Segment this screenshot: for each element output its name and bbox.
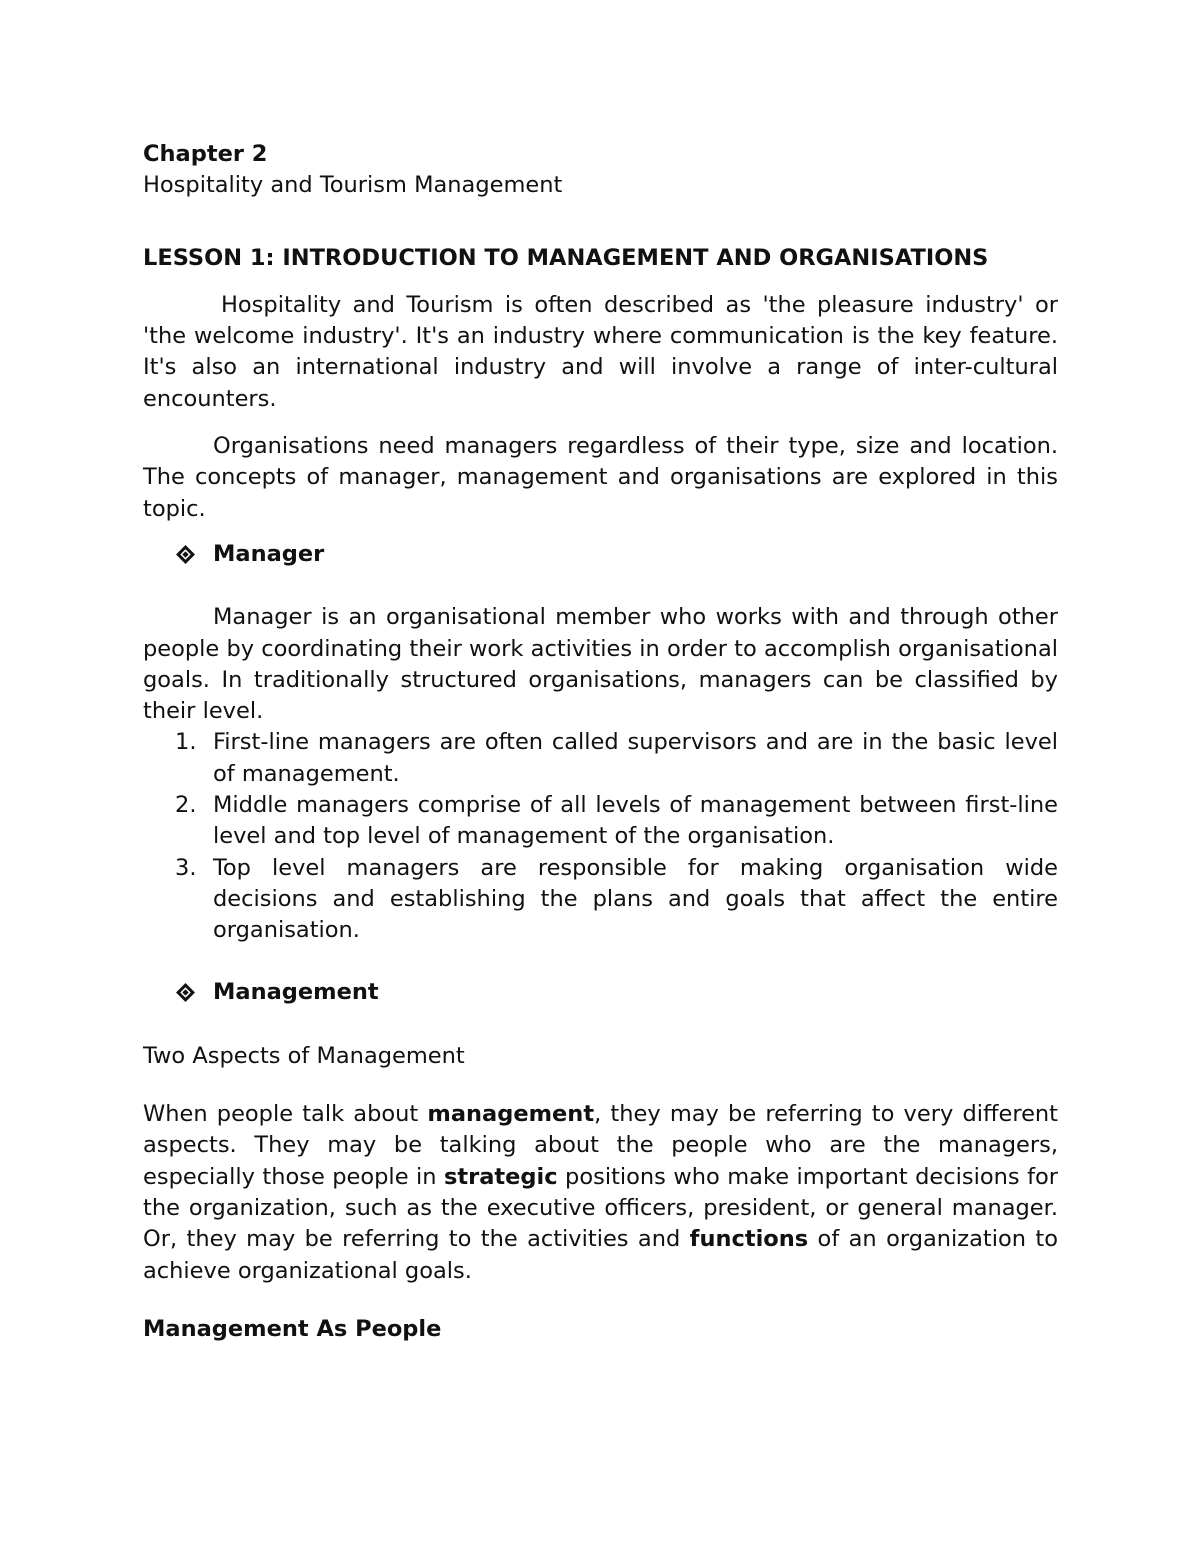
manager-definition: Manager is an organisational member who works with and through other people by coordinating their work activities in order to accomplish organisational goals. In traditionally structured organisations, managers can be classified by their level. — [143, 604, 1058, 725]
manager-heading-text: Manager — [213, 540, 325, 567]
document-content — [143, 139, 1058, 1345]
management-text-4: of an organization to achieve organizational goals. — [143, 1226, 1058, 1284]
intro-paragraph-1: Hospitality and Tourism is often described as 'the pleasure industry' or 'the welcome industry'. It's an industry where communication is the key feature. It's also an international industry and will involve a range of inter-cultural encounters. — [143, 291, 1058, 412]
management-heading — [143, 977, 1058, 1008]
functions-term: functions — [689, 1226, 809, 1253]
aspects-subtitle: Two Aspects of Management — [143, 1042, 465, 1069]
management-paragraph — [143, 1099, 1058, 1287]
strategic-term: strategic — [443, 1163, 558, 1190]
diamond-bullet-icon — [143, 544, 213, 565]
list-item-number: 3. — [175, 854, 197, 881]
list-item-text: Top level managers are responsible for making organisation wide decisions and establishing the plans and goals that affect the entire organisation. — [213, 854, 1058, 944]
management-text-3: positions who make important decisions for the organization, such as the executive officers, president, or general manager. Or, they may be referring to the activities and — [143, 1163, 1059, 1253]
management-text-1: When people talk about — [143, 1101, 428, 1128]
diamond-bullet-icon — [143, 982, 213, 1003]
chapter-subtitle: Hospitality and Tourism Management — [143, 172, 563, 199]
manager-heading — [143, 539, 1058, 570]
list-item-number: 1. — [175, 729, 197, 756]
manager-levels-list — [143, 727, 1058, 946]
management-text-2: , they may be referring to very different aspects. They may be talking about the people who are the managers, especially those people in — [143, 1101, 1058, 1190]
intro-paragraph-2: Organisations need managers regardless of their type, size and location. The concepts of manager, management and organisations are explored in this topic. — [143, 433, 1058, 522]
list-item — [143, 727, 1058, 790]
management-heading-text: Management — [213, 978, 379, 1005]
management-term: management — [427, 1101, 595, 1128]
chapter-title: Chapter 2 — [143, 141, 268, 167]
list-item — [143, 790, 1058, 853]
lesson-title: LESSON 1: INTRODUCTION TO MANAGEMENT AND ORGANISATIONS — [143, 244, 989, 271]
list-item-text: First-line managers are often called supervisors and are in the basic level of management. — [213, 729, 1058, 787]
list-item — [143, 853, 1058, 947]
list-item-text: Middle managers comprise of all levels of management between first-line level and top level of management of the organisation. — [213, 792, 1058, 850]
list-item-number: 2. — [175, 792, 197, 819]
management-as-people-heading: Management As People — [143, 1315, 442, 1342]
